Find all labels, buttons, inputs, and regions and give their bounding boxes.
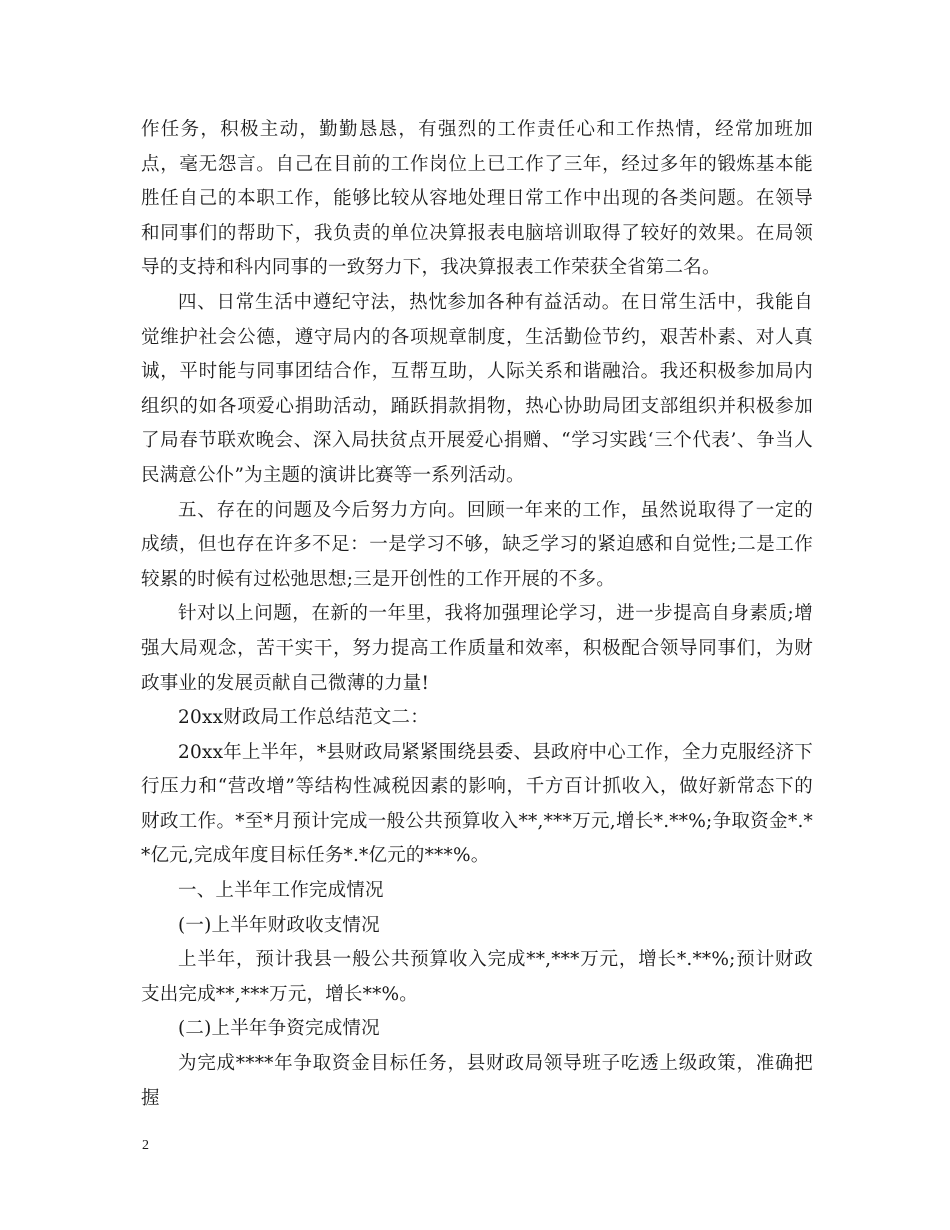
page-number: 2 <box>142 1138 149 1153</box>
paragraph-5: 20xx年上半年，*县财政局紧紧围绕县委、县政府中心工作，全力克服经济下行压力和“营改增”等结构性减税因素的影响，千方百计抓收入，做好新常态下的财政工作。*至*月预计完成一般公共预算收入**,***万元,增长*.**%;争取资金*.**亿元,完成年度目标任务*.*亿元的***%。 <box>141 741 813 867</box>
section-heading-example-two: 20xx财政局工作总结范文二： <box>178 707 429 729</box>
subsection-heading-1: (一)上半年财政收支情况 <box>178 914 380 936</box>
paragraph-3: 五、存在的问题及今后努力方向。回顾一年来的工作，虽然说取得了一定的成绩，但也存在许多不足：一是学习不够，缺乏学习的紧迫感和自觉性;二是工作较累的时候有过松弛思想;三是开创性的工作开展的不多。 <box>141 499 813 590</box>
document-body <box>141 113 813 1116</box>
section-heading-1: 一、上半年工作完成情况 <box>178 880 384 902</box>
paragraph-4: 针对以上问题，在新的一年里，我将加强理论学习，进一步提高自身素质;增强大局观念，苦干实干，努力提高工作质量和效率，积极配合领导同事们，为财政事业的发展贡献自己微薄的力量! <box>141 603 813 694</box>
paragraph-7: 为完成****年争取资金目标任务，县财政局领导班子吃透上级政策，准确把握 <box>141 1053 813 1109</box>
subsection-heading-2: (二)上半年争资完成情况 <box>178 1018 380 1040</box>
paragraph-1: 作任务，积极主动，勤勤恳恳，有强烈的工作责任心和工作热情，经常加班加点，毫无怨言。自己在目前的工作岗位上已工作了三年，经过多年的锻炼基本能胜任自己的本职工作，能够比较从容地处理日常工作中出现的各类问题。在领导和同事们的帮助下，我负责的单位决算报表电脑培训取得了较好的效果。在局领导的支持和科内同事的一致努力下，我决算报表工作荣获全省第二名。 <box>141 119 813 279</box>
paragraph-6: 上半年，预计我县一般公共预算收入完成**,***万元，增长*.**%;预计财政支出完成**,***万元，增长**%。 <box>141 949 813 1005</box>
paragraph-2: 四、日常生活中遵纪守法，热忱参加各种有益活动。在日常生活中，我能自觉维护社会公德，遵守局内的各项规章制度，生活勤俭节约，艰苦朴素、对人真诚，平时能与同事团结合作，互帮互助，人际关系和谐融洽。我还积极参加局内组织的如各项爱心捐助活动，踊跃捐款捐物，热心协助局团支部组织并积极参加了局春节联欢晚会、深入局扶贫点开展爱心捐赠、“学习实践‘三个代表’、争当人民满意公仆”为主题的演讲比赛等一系列活动。 <box>141 291 813 486</box>
